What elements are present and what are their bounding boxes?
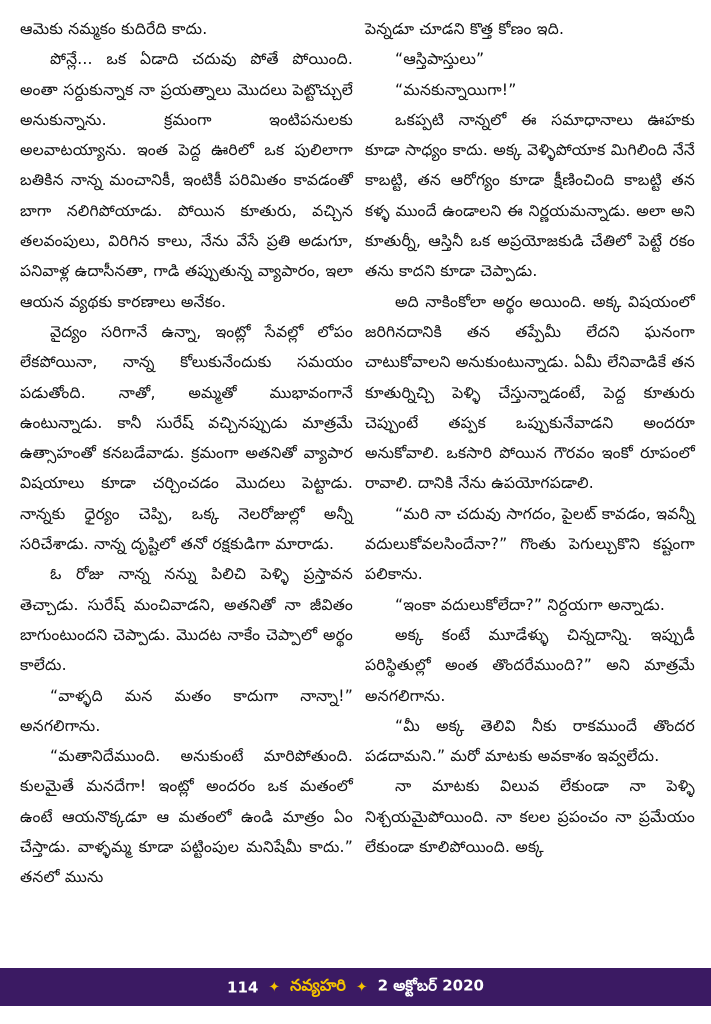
right-paragraph: “మరి నా చదువు సాగదం, పైలట్ కావడం, ఇవన్నీ వదులుకోవలసిందేనా?” గొంతు పెగుల్చుకొని కష్టంగా పలికాను. — [365, 504, 695, 584]
right-paragraph: “మనకున్నాయిగా!” — [395, 80, 517, 99]
right-paragraph: పెన్నడూ చూడని కొత్త కోణం ఇది. — [365, 20, 565, 38]
right-paragraph: ఒకప్పటి నాన్నలో ఈ సమాధానాలు ఊహకు కూడా సాధ్యం కాదు. అక్క వెళ్ళిపోయాక మిగిలింది నేనే కాబట్టి, తన ఆరోగ్యం కూడా క్షీణించింది కాబట్టి తన కళ్ళ ముందే ఉండాలని ఈ నిర్ణయమన్నాడు. అలా అని కూతుర్నీ, ఆస్తినీ ఒక అప్రయోజకుడి చేతిలో పెట్టే రకం తను కాదని కూడా చెప్పాడు. — [365, 110, 695, 281]
right-column — [365, 14, 695, 862]
left-paragraph: “మతానిదేముంది. అనుకుంటే మారిపోతుంది. కులమైతే మనదేగా! ఇంట్లో అందరం ఒక మతంలో ఉంటే ఆయనొక్కడూ ఆ మతంలో ఉండి మాత్రం ఏం చేస్తాడు. వాళ్ళమ్మ కూడా పట్టింపుల మనిషేమీ కాదు.” తనలో మును — [20, 747, 353, 887]
magazine-name: నవ్యహరి — [290, 975, 346, 995]
right-paragraph: “మీ అక్క తెలివి నీకు రాకముందే తొందర పడదామని.” మరో మాటకు అవకాశం ఇవ్వలేదు. — [365, 716, 695, 766]
star-icon: ✦ — [355, 979, 368, 995]
right-paragraph: నా మాటకు విలువ లేకుండా నా పెళ్ళి నిశ్చయమైపోయింది. నా కలల ప్రపంచం నా ప్రమేయం లేకుండా కూలిపోయింది. అక్క — [365, 777, 695, 857]
star-icon: ✦ — [268, 979, 281, 995]
footer-content — [227, 976, 484, 999]
issue-date: 2 అక్టోబర్ 2020 — [377, 976, 484, 994]
left-paragraph: ఓ రోజు నాన్న నన్ను పిలిచి పెళ్ళి ప్రస్తావన తెచ్చాడు. సురేష్ మంచివాడని, అతనితో నా జీవితం బాగుంటుందని చెప్పాడు. మొదట నాకేం చెప్పాలో అర్థం కాలేదు. — [20, 565, 353, 675]
right-paragraph: అది నాకింకోలా అర్థం అయింది. అక్క విషయంలో జరిగినదానికి తన తప్పేమీ లేదని ఘనంగా చాటుకోవాలని అనుకుంటున్నాడు. ఏమీ లేనివాడికే తన కూతుర్నిచ్చి పెళ్ళి చేస్తున్నాడంటే, పెద్ద కూతురు చెప్పుంటే తప్పక ఒప్పుకునేవాడని అందరూ అనుకోవాలి. ఒకసారి పోయిన గౌరవం ఇంకో రూపంలో రావాలి. దానికి నేను ఉపయోగపడాలి. — [365, 292, 695, 493]
right-paragraph: అక్క కంటే మూడేళ్ళు చిన్నదాన్ని. ఇప్పుడీ పరిస్థితుల్లో అంత తొందరేముంది?” అని మాత్రమే అనగలిగాను. — [365, 625, 695, 705]
right-paragraph: “ఆస్తిపాస్తులు” — [395, 50, 485, 69]
page-footer — [0, 968, 711, 1006]
left-paragraph: ఆమెకు నమ్మకం కుదిరేది కాదు. — [20, 20, 208, 38]
left-paragraph: వైద్యం సరిగానే ఉన్నా, ఇంట్లో సేవల్లో లోపం లేకపోయినా, నాన్న కోలుకునేందుకు సమయం పడుతోంది. నాతో, అమ్మతో ముభావంగానే ఉంటున్నాడు. కానీ సురేష్ వచ్చినప్పుడు మాత్రమే ఉత్సాహంతో కనబడేవాడు. క్రమంగా అతనితో వ్యాపార విషయాలు కూడా చర్చించడం మొదలు పెట్టాడు. నాన్నకు ధైర్యం చెప్పి, ఒక్క నెలరోజుల్లో అన్నీ సరిచేశాడు. నాన్న దృష్టిలో తనో రక్షకుడిగా మారాడు. — [20, 322, 353, 554]
left-paragraph: పోన్లే... ఒక ఏడాది చదువు పోతే పోయింది. అంతా సర్దుకున్నాక నా ప్రయత్నాలు మొదలు పెట్టొచ్చులే అనుకున్నాను. క్రమంగా ఇంటిపనులకు అలవాటయ్యాను. ఇంత పెద్ద ఊరిలో ఒక పులిలాగా బతికిన నాన్న మంచానికీ, ఇంటికీ పరిమితం కావడంతో బాగా నలిగిపోయాడు. పోయిన కూతురు, వచ్చిన తలవంపులు, విరిగిన కాలు, నేను వేసే ప్రతి అడుగూ, పనివాళ్ల ఉదాసీనతా, గాడి తప్పుతున్న వ్యాపారం, ఇలా ఆయన వ్యథకు కారణాలు అనేకం. — [20, 50, 353, 311]
page-number: 114 — [227, 978, 259, 996]
right-paragraph: “ఇంకా వదులుకోలేదా?” నిర్దయగా అన్నాడు. — [395, 595, 666, 614]
left-paragraph: “వాళ్ళది మన మతం కాదుగా నాన్నా!” అనగలిగాను. — [20, 686, 353, 735]
left-column — [20, 14, 353, 893]
